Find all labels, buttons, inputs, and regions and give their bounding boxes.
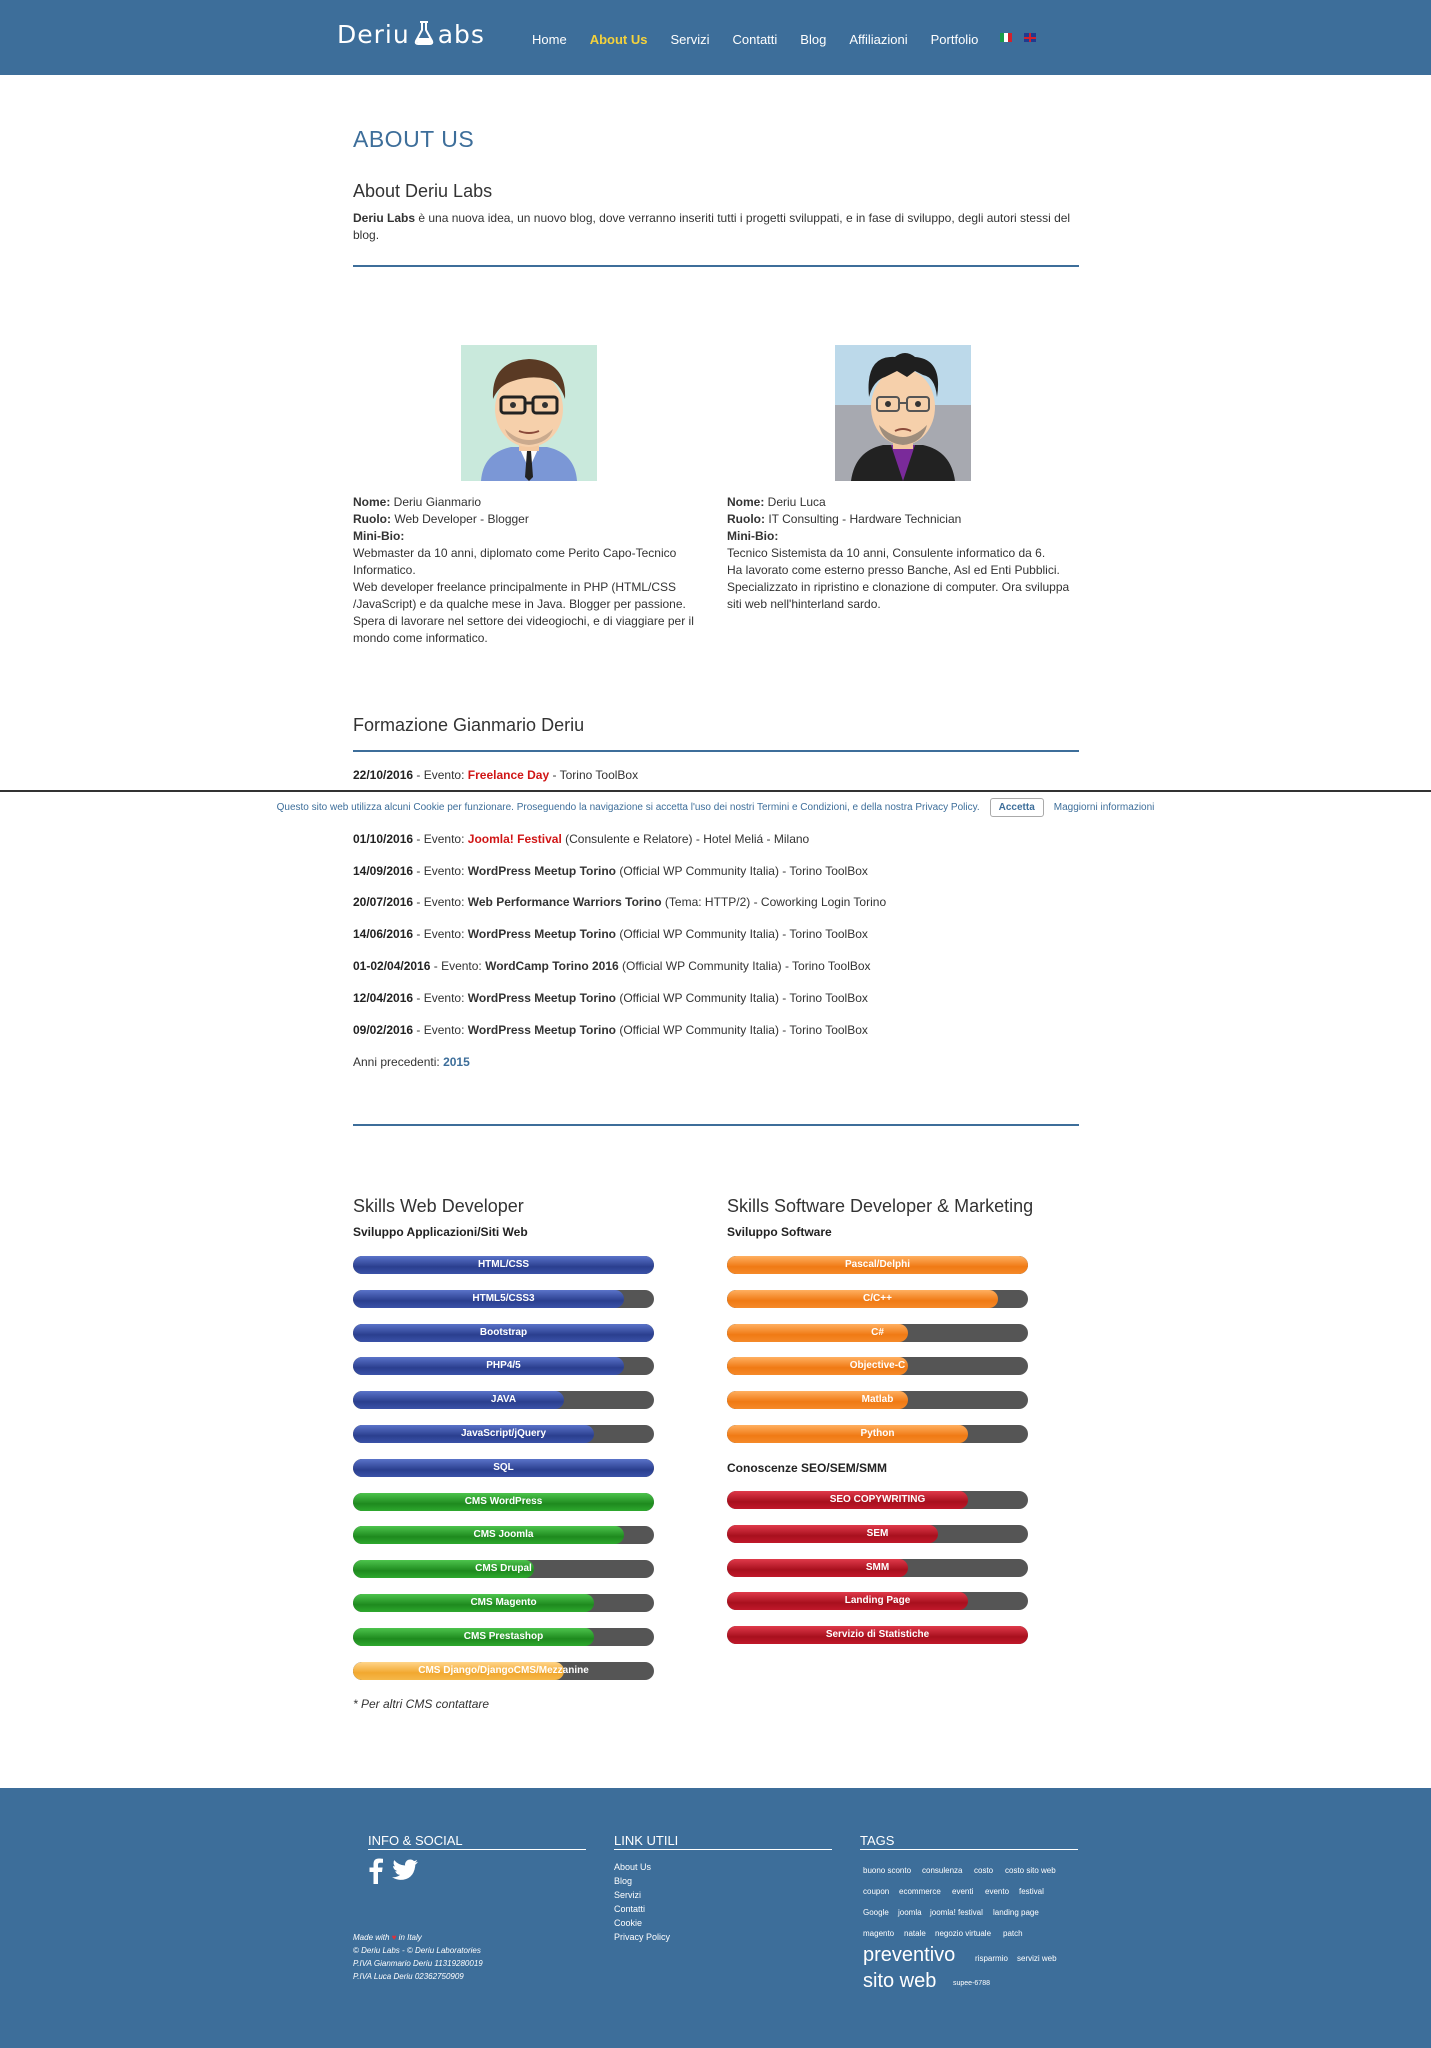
footer-link-servizi[interactable]: Servizi: [614, 1890, 642, 1900]
event-name: WordCamp Torino 2016: [485, 959, 619, 973]
made-in-label: in Italy: [396, 1933, 422, 1942]
skill-bar-label: CMS WordPress: [464, 1495, 543, 1507]
site-header: [0, 0, 1431, 75]
nav-about-us[interactable]: About Us: [589, 32, 648, 47]
event-prefix: - Evento:: [413, 768, 468, 782]
tag-item[interactable]: festival: [1019, 1887, 1044, 1896]
event-date: 09/02/2016: [353, 1023, 414, 1037]
skill-bar: [353, 1560, 654, 1578]
flask-icon: [414, 21, 434, 48]
skill-bar-label: JavaScript/jQuery: [460, 1428, 547, 1439]
bio-role: Web Developer - Blogger: [391, 512, 529, 526]
event-date: 20/07/2016: [353, 895, 414, 909]
bio-role-row: [353, 511, 703, 528]
page-title: ABOUT US: [353, 126, 475, 152]
skill-bar-label: CMS Joomla: [473, 1529, 534, 1541]
skill-bar: [727, 1357, 1028, 1375]
skill-bar-label: SEO COPYWRITING: [829, 1494, 926, 1505]
skill-bar-label: CMS Prestashop: [463, 1630, 544, 1642]
event-date: 12/04/2016: [353, 991, 414, 1005]
bio-line: Spera di lavorare nel settore dei videogiochi, e di viaggiare per il: [353, 614, 694, 628]
avatar-luca: [835, 345, 971, 481]
footer-link-about-us[interactable]: About Us: [614, 1862, 652, 1872]
credit-line: P.IVA Gianmario Deriu 11319280019: [353, 1959, 483, 1968]
event-prefix: - Evento:: [413, 864, 468, 878]
event-date: 01/10/2016: [353, 832, 414, 846]
event-row: [353, 1023, 868, 1037]
bio-name: Deriu Luca: [764, 495, 826, 509]
footer-link-blog[interactable]: Blog: [614, 1876, 633, 1886]
skills-software-title: Skills Software Developer & Marketing: [727, 1196, 1034, 1216]
skill-bar: [727, 1491, 1028, 1509]
event-name: Web Performance Warriors Torino: [467, 895, 662, 909]
tag-item[interactable]: joomla: [898, 1908, 922, 1917]
tag-item[interactable]: evento: [985, 1887, 1010, 1896]
skill-bar: [353, 1459, 654, 1477]
cms-note: * Per altri CMS contattare: [353, 1697, 490, 1711]
avatar-gianmario: [461, 345, 597, 481]
skills-software-subtitle: Sviluppo Software: [727, 1225, 832, 1239]
skill-bar: [727, 1290, 1028, 1308]
site-logo[interactable]: [337, 20, 485, 49]
nav-contatti[interactable]: Contatti: [732, 32, 778, 47]
footer-info-heading: INFO & SOCIAL: [368, 1833, 586, 1850]
tag-item[interactable]: patch: [1003, 1929, 1023, 1938]
language-switcher: [1000, 33, 1036, 42]
event-prefix: - Evento:: [413, 895, 468, 909]
bio-role-label: Ruolo:: [353, 512, 391, 526]
credit-line: © Deriu Labs - © Deriu Laboratories: [353, 1946, 481, 1955]
event-prefix: - Evento:: [413, 1023, 468, 1037]
about-bold: Deriu Labs: [353, 211, 416, 225]
footer-links: [614, 1860, 670, 1944]
bio-luca: [727, 494, 1077, 613]
formazione-heading: Formazione Gianmario Deriu: [353, 715, 585, 735]
bio-line: Informatico.: [353, 563, 416, 577]
footer-link-contatti[interactable]: Contatti: [614, 1904, 646, 1914]
skill-bar: [727, 1559, 1028, 1577]
bio-line: siti web nell'hinterland sardo.: [727, 597, 881, 611]
event-row: [353, 927, 868, 941]
skill-bar: [353, 1391, 654, 1409]
skill-bar: [727, 1425, 1028, 1443]
footer-tags-heading: TAGS: [860, 1833, 1078, 1850]
event-name: WordPress Meetup Torino: [467, 1023, 617, 1037]
tag-item[interactable]: joomla! festival: [930, 1908, 983, 1917]
bio-line: Ha lavorato come esterno presso Banche, Asl ed Enti Pubblici.: [727, 563, 1060, 577]
event-name: WordPress Meetup Torino: [467, 991, 617, 1005]
footer-credits: [353, 1931, 483, 1983]
skill-bar-label: Objective-C: [849, 1360, 906, 1372]
divider: [353, 750, 1079, 752]
skill-bar: [353, 1425, 654, 1443]
tag-item[interactable]: buono sconto: [863, 1866, 912, 1875]
skill-bar-label: Servizio di Statistiche: [825, 1629, 930, 1641]
skill-bar-label: Matlab: [861, 1394, 894, 1406]
event-prefix: - Evento:: [413, 832, 468, 846]
skill-bar-label: SQL: [493, 1461, 514, 1473]
skill-bar-label: Bootstrap: [479, 1326, 528, 1338]
skill-bar-label: PHP4/5: [486, 1360, 521, 1372]
bio-minibio-label: Mini-Bio:: [727, 529, 779, 543]
skill-bar-label: CMS Drupal: [475, 1563, 532, 1575]
bio-line: /JavaScript) e da qualche mese in Java. Blogger per passione.: [353, 597, 686, 611]
nav-affiliazioni[interactable]: Affiliazioni: [849, 32, 908, 47]
bio-role-label: Ruolo:: [727, 512, 765, 526]
previous-years-label: Anni precedenti:: [353, 1055, 444, 1069]
skill-bar: [353, 1628, 654, 1646]
event-suffix: (Official WP Community Italia) - Torino ToolBox: [616, 1023, 868, 1037]
event-row: [353, 864, 868, 878]
nav-home[interactable]: Home: [532, 32, 567, 47]
skill-bar: [353, 1256, 654, 1274]
skills-web-title: Skills Web Developer: [353, 1196, 524, 1216]
bio-role: IT Consulting - Hardware Technician: [765, 512, 962, 526]
english-flag-icon[interactable]: [1024, 33, 1036, 42]
tag-item[interactable]: supee-6788: [953, 1980, 990, 1987]
skill-bar: [727, 1525, 1028, 1543]
skill-bar: [727, 1324, 1028, 1342]
event-date: 14/09/2016: [353, 864, 414, 878]
event-prefix: - Evento:: [413, 991, 468, 1005]
skill-bar-label: HTML5/CSS3: [472, 1292, 535, 1304]
skill-bar-label: C/C++: [863, 1292, 892, 1304]
skill-bar-label: Landing Page: [844, 1595, 911, 1607]
made-with-row: [353, 1931, 483, 1944]
bio-gianmario: [353, 494, 703, 647]
skill-bar-label: C#: [871, 1326, 884, 1338]
event-prefix: - Evento:: [430, 959, 486, 973]
tag-item[interactable]: costo sito web: [1005, 1866, 1056, 1875]
tag-item[interactable]: consulenza: [922, 1866, 963, 1875]
tag-item[interactable]: costo: [974, 1866, 994, 1875]
about-body: è una nuova idea, un nuovo blog, dove verranno inseriti tutti i progetti sviluppati, e in fase di sviluppo, degli autori stessi del blog.: [353, 211, 1071, 242]
skill-bar-label: JAVA: [490, 1394, 517, 1406]
tag-item[interactable]: risparmio: [975, 1954, 1008, 1963]
bio-name-row: [353, 494, 703, 511]
footer-link-privacy-policy[interactable]: Privacy Policy: [614, 1932, 671, 1942]
tag-item[interactable]: ecommerce: [899, 1887, 941, 1896]
bio-role-row: [727, 511, 1077, 528]
skill-bar: [353, 1662, 654, 1680]
divider: [353, 265, 1079, 267]
event-suffix: - Torino ToolBox: [549, 768, 639, 782]
skill-bar-label: Pascal/Delphi: [844, 1259, 911, 1270]
skill-bar: [727, 1626, 1028, 1644]
cookie-text: Questo sito web utilizza alcuni Cookie per funzionare. Proseguendo la navigazione si accetta l'uso dei nostri Termini e Condizioni, e della nostra Privacy Policy.: [276, 801, 980, 813]
skill-bar: [353, 1290, 654, 1308]
skill-bar-label: Python: [860, 1428, 895, 1439]
event-suffix: (Official WP Community Italia) - Torino ToolBox: [616, 927, 868, 941]
skill-bar: [353, 1493, 654, 1511]
tag-item[interactable]: negozio virtuale: [935, 1929, 992, 1938]
made-with-label: Made with: [353, 1933, 392, 1942]
main-nav: [532, 32, 1001, 47]
tag-item[interactable]: natale: [904, 1929, 926, 1938]
event-date: 22/10/2016: [353, 768, 414, 782]
italian-flag-icon[interactable]: [1000, 33, 1012, 42]
skill-bar: [353, 1594, 654, 1612]
bio-name: Deriu Gianmario: [390, 495, 482, 509]
bio-name-label: Nome:: [353, 495, 391, 509]
skill-bar: [727, 1592, 1028, 1610]
event-suffix: (Consulente e Relatore) - Hotel Meliá - Milano: [561, 832, 810, 846]
event-suffix: (Tema: HTTP/2) - Coworking Login Torino: [661, 895, 887, 909]
skills-web-subtitle: Sviluppo Applicazioni/Siti Web: [353, 1225, 528, 1239]
event-prefix: - Evento:: [413, 927, 468, 941]
bio-name-label: Nome:: [727, 495, 765, 509]
skill-bar: [353, 1357, 654, 1375]
bio-line: Web developer freelance principalmente in PHP (HTML/CSS: [353, 580, 677, 594]
nav-blog[interactable]: Blog: [800, 32, 827, 47]
skill-bar: [353, 1526, 654, 1544]
skill-bar-label: SEM: [866, 1527, 889, 1539]
skill-bar-label: CMS Magento: [470, 1597, 537, 1608]
tag-item[interactable]: eventi: [952, 1887, 974, 1896]
footer-link-cookie[interactable]: Cookie: [614, 1918, 643, 1928]
social-icons: [368, 1858, 418, 1887]
about-heading: About Deriu Labs: [353, 181, 493, 201]
event-row: [353, 959, 871, 973]
skill-bar-label: SMM: [865, 1561, 890, 1573]
tag-item[interactable]: sito web: [863, 1970, 937, 1992]
cookie-bar: [0, 790, 1431, 822]
twitter-icon[interactable]: [392, 1858, 418, 1887]
tag-item[interactable]: servizi web: [1017, 1954, 1057, 1963]
event-row: [353, 832, 809, 846]
skill-bar-label: HTML/CSS: [477, 1259, 530, 1270]
bio-minibio-label: Mini-Bio:: [353, 529, 405, 543]
previous-years: [353, 1055, 470, 1069]
divider: [353, 1124, 1079, 1126]
event-row: [353, 991, 868, 1005]
site-footer: [0, 1788, 1431, 2048]
cookie-accept-button[interactable]: Accetta: [990, 798, 1044, 817]
tag-item[interactable]: coupon: [863, 1887, 890, 1896]
facebook-icon[interactable]: [368, 1858, 384, 1887]
skill-bar-label: CMS Django/DjangoCMS/Mezzanine: [418, 1664, 589, 1676]
bio-line: Tecnico Sistemista da 10 anni, Consulente informatico da 6.: [727, 546, 1046, 560]
event-name: WordPress Meetup Torino: [467, 864, 617, 878]
event-suffix: (Official WP Community Italia) - Torino ToolBox: [616, 991, 868, 1005]
event-row: [353, 895, 886, 909]
tag-item[interactable]: landing page: [993, 1908, 1039, 1917]
event-row: [353, 768, 638, 782]
skill-bar: [353, 1324, 654, 1342]
footer-links-heading: LINK UTILI: [614, 1833, 832, 1850]
year-2015-link[interactable]: 2015: [443, 1055, 470, 1069]
event-name: Freelance Day: [467, 768, 550, 782]
event-name: WordPress Meetup Torino: [467, 927, 617, 941]
skill-bar: [727, 1256, 1028, 1274]
tag-item[interactable]: magento: [863, 1929, 895, 1938]
about-text: [353, 210, 1079, 244]
logo-text-right: abs: [437, 20, 485, 49]
event-name: Joomla! Festival: [467, 832, 562, 846]
event-suffix: (Official WP Community Italia) - Torino ToolBox: [616, 864, 868, 878]
nav-servizi[interactable]: Servizi: [670, 32, 710, 47]
tag-item[interactable]: Google: [863, 1908, 889, 1917]
cookie-more-link[interactable]: Maggiorni informazioni: [1053, 801, 1155, 813]
bio-line: mondo come informatico.: [353, 631, 488, 645]
bio-line: Specializzato in ripristino e clonazione di computer. Ora sviluppa: [727, 580, 1070, 594]
event-date: 01-02/04/2016: [353, 959, 431, 973]
heart-icon: ♥: [391, 1933, 397, 1942]
bio-line: Webmaster da 10 anni, diplomato come Perito Capo-Tecnico: [353, 546, 677, 560]
bio-name-row: [727, 494, 1077, 511]
nav-portfolio[interactable]: Portfolio: [930, 32, 979, 47]
event-date: 14/06/2016: [353, 927, 414, 941]
tag-item[interactable]: preventivo: [863, 1944, 956, 1966]
skill-bar: [727, 1391, 1028, 1409]
event-suffix: (Official WP Community Italia) - Torino ToolBox: [618, 959, 871, 973]
skills-seo-subtitle: Conoscenze SEO/SEM/SMM: [727, 1461, 888, 1475]
logo-text-left: Deriu: [337, 20, 410, 49]
credit-line: P.IVA Luca Deriu 02362750909: [353, 1972, 464, 1981]
